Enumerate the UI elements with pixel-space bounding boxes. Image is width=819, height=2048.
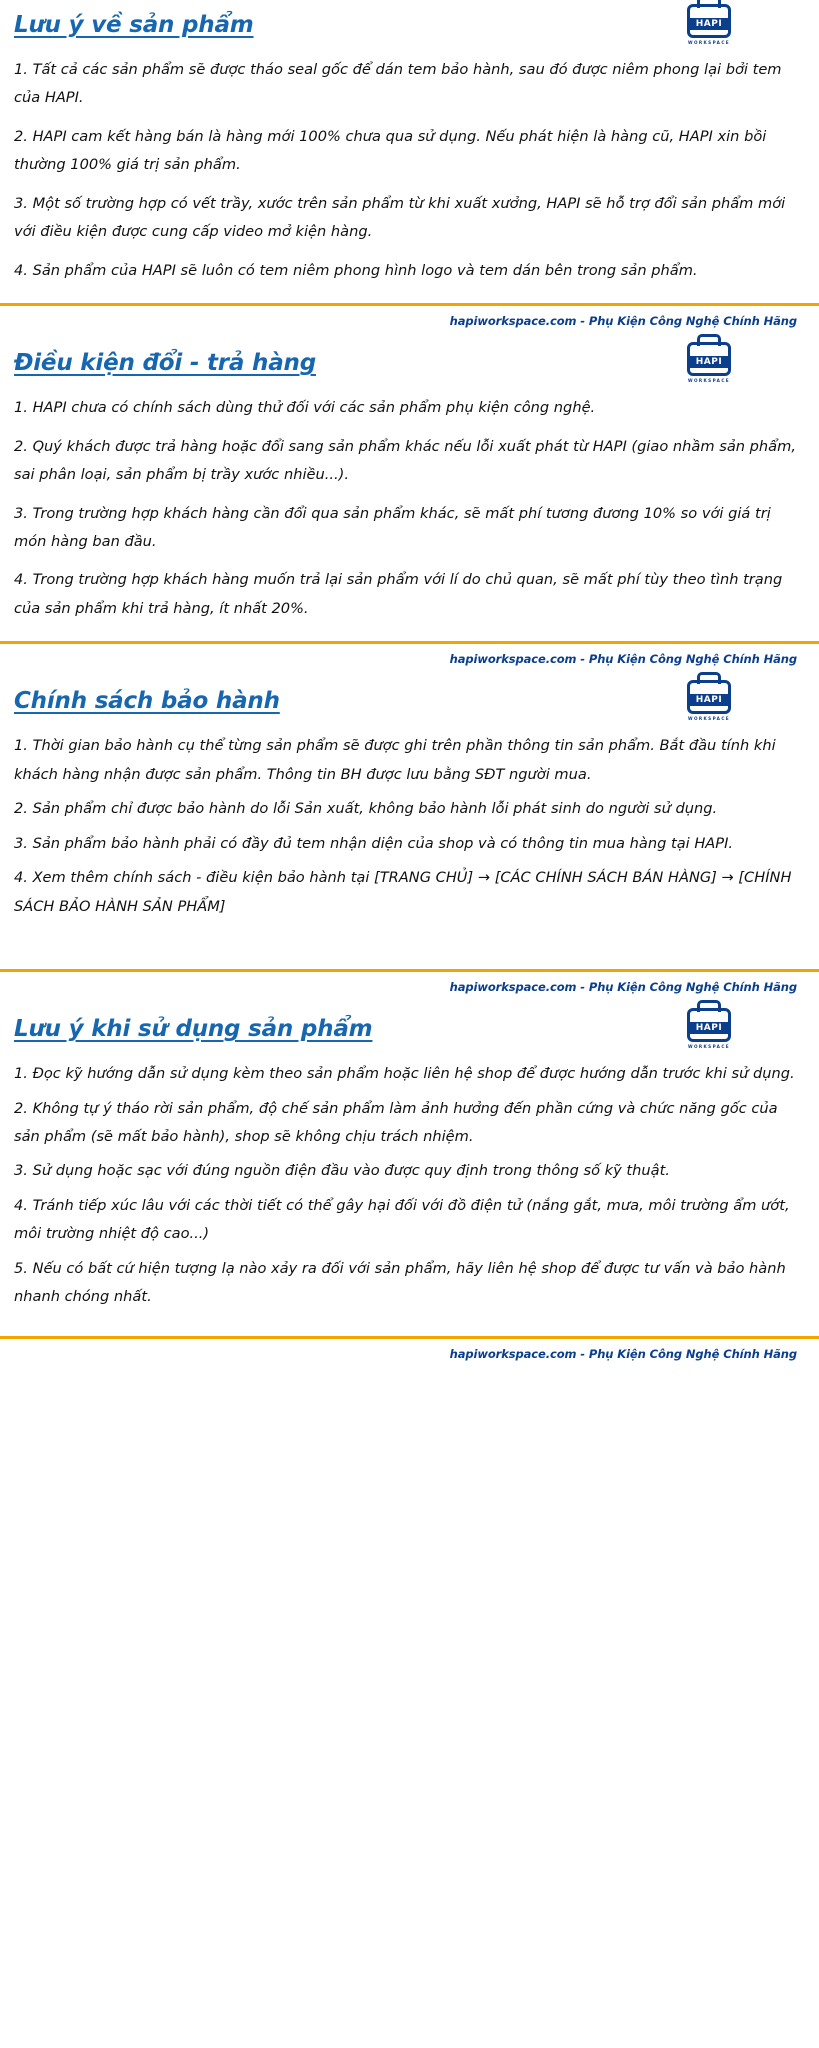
policy-paragraph: 4. Tránh tiếp xúc lâu với các thời tiết có thể gây hại đối với đồ điện tử (nắng gắt, mưa, môi trường ẩm ướt, môi trường nhiệt độ cao...) xyxy=(14,1196,790,1243)
logo-subtitle: WORKSPACE xyxy=(687,40,731,45)
logo-wordmark: HAPI xyxy=(695,1023,723,1034)
policy-paragraph: 4. Sản phẩm của HAPI sẽ luôn có tem niêm phong hình logo và tem dán bên trong sản phẩm. xyxy=(14,261,698,279)
policy-paragraph: 4. Trong trường hợp khách hàng muốn trả lại sản phẩm với lí do chủ quan, sẽ mất phí tùy theo tình trạng của sản phẩm khi trả hàng, ít nhất 20%. xyxy=(14,571,783,617)
section-usage-notes xyxy=(0,1004,819,1330)
logo-subtitle: WORKSPACE xyxy=(687,716,731,722)
section-title: Chính sách bảo hành xyxy=(14,688,280,715)
section-header xyxy=(14,338,797,394)
logo-subtitle: WORKSPACE xyxy=(687,1044,731,1050)
policy-paragraph: 3. Sử dụng hoặc sạc với đúng nguồn điện đầu vào được quy định trong thông số kỹ thuật. xyxy=(14,1162,670,1180)
hapi-logo xyxy=(681,680,737,721)
logo-wordmark: HAPI xyxy=(695,19,723,29)
hapi-logo xyxy=(681,4,737,45)
section-product-notes xyxy=(0,0,819,297)
policy-paragraph: 5. Nếu có bất cứ hiện tượng lạ nào xảy ra đối với sản phẩm, hãy liên hệ shop để được tư vấn và bảo hành nhanh chóng nhất. xyxy=(14,1259,786,1306)
footer-brand-line: hapiworkspace.com - Phụ Kiện Công Nghệ Chính Hãng xyxy=(449,1346,797,1361)
logo-subtitle: WORKSPACE xyxy=(687,378,731,384)
section-header xyxy=(14,0,797,56)
section-title: Lưu ý về sản phẩm xyxy=(14,12,254,38)
policy-paragraph: 2. Không tự ý tháo rời sản phẩm, độ chế sản phẩm làm ảnh hưởng đến phần cứng và chức năng gốc của sản phẩm (sẽ mất bảo hành), shop sẽ không chịu trách nhiệm. xyxy=(14,1099,778,1145)
policy-paragraph: 3. Trong trường hợp khách hàng cần đổi qua sản phẩm khác, sẽ mất phí tương đương 10% so với giá trị món hàng ban đầu. xyxy=(14,504,771,550)
policy-paragraph: 2. Sản phẩm chỉ được bảo hành do lỗi Sản xuất, không bảo hành lỗi phát sinh do người sử dụng. xyxy=(14,800,718,818)
footer-brand-line: hapiworkspace.com - Phụ Kiện Công Nghệ Chính Hãng xyxy=(449,314,797,329)
policy-paragraph: 4. Xem thêm chính sách - điều kiện bảo hành tại [TRANG CHỦ] → [CÁC CHÍNH SÁCH BÁN HÀNG] → [CHÍNH SÁCH BẢO HÀNH SẢN PHẨM] xyxy=(14,869,792,915)
briefcase-icon xyxy=(687,1008,731,1042)
logo-wordmark: HAPI xyxy=(695,357,723,368)
footer-brand-line: hapiworkspace.com - Phụ Kiện Công Nghệ Chính Hãng xyxy=(449,980,797,995)
section-header xyxy=(14,676,797,732)
policy-paragraph: 1. Thời gian bảo hành cụ thể từng sản phẩm sẽ được ghi trên phần thông tin sản phẩm. Bắt đầu tính khi khách hàng nhận được sản phẩm. Thông tin BH được lưu bằng SĐT người mua. xyxy=(14,737,776,783)
hapi-logo xyxy=(681,342,737,383)
logo-wordmark: HAPI xyxy=(695,695,723,706)
footer-brand-line: hapiworkspace.com - Phụ Kiện Công Nghệ Chính Hãng xyxy=(449,652,797,667)
section-title: Lưu ý khi sử dụng sản phẩm xyxy=(14,1016,373,1043)
section-title: Điều kiện đổi - trả hàng xyxy=(14,350,316,377)
briefcase-icon xyxy=(687,4,731,38)
section-header xyxy=(14,1004,797,1060)
policy-paragraph: 1. Đọc kỹ hướng dẫn sử dụng kèm theo sản phẩm hoặc liên hệ shop để được hướng dẫn trước khi sử dụng. xyxy=(14,1065,795,1083)
section-spacer xyxy=(14,927,797,961)
policy-paragraph: 1. HAPI chưa có chính sách dùng thử đối với các sản phẩm phụ kiện công nghệ. xyxy=(14,399,596,417)
briefcase-icon xyxy=(687,680,731,714)
section-warranty-policy xyxy=(0,676,819,963)
policy-paragraph: 1. Tất cả các sản phẩm sẽ được tháo seal gốc để dán tem bảo hành, sau đó được niêm phong lại bởi tem của HAPI. xyxy=(14,61,782,107)
policy-paragraph: 3. Sản phẩm bảo hành phải có đầy đủ tem nhận diện của shop và có thông tin mua hàng tại HAPI. xyxy=(14,834,734,852)
policy-paragraph: 3. Một số trường hợp có vết trầy, xước trên sản phẩm từ khi xuất xưởng, HAPI sẽ hỗ trợ đổi sản phẩm mới với điều kiện được cung cấp video mở kiện hàng. xyxy=(14,194,786,241)
section-spacer xyxy=(14,1318,797,1328)
policy-paragraph: 2. Quý khách được trả hàng hoặc đổi sang sản phẩm khác nếu lỗi xuất phát từ HAPI (giao nhầm sản phẩm, sai phân loại, sản phẩm bị trầy xước nhiều...). xyxy=(14,437,796,484)
briefcase-icon xyxy=(687,342,731,376)
section-exchange-return xyxy=(0,338,819,635)
hapi-logo xyxy=(681,1008,737,1049)
policy-paragraph: 2. HAPI cam kết hàng bán là hàng mới 100% chưa qua sử dụng. Nếu phát hiện là hàng cũ, HAPI xin bồi thường 100% giá trị sản phẩm. xyxy=(14,127,767,174)
